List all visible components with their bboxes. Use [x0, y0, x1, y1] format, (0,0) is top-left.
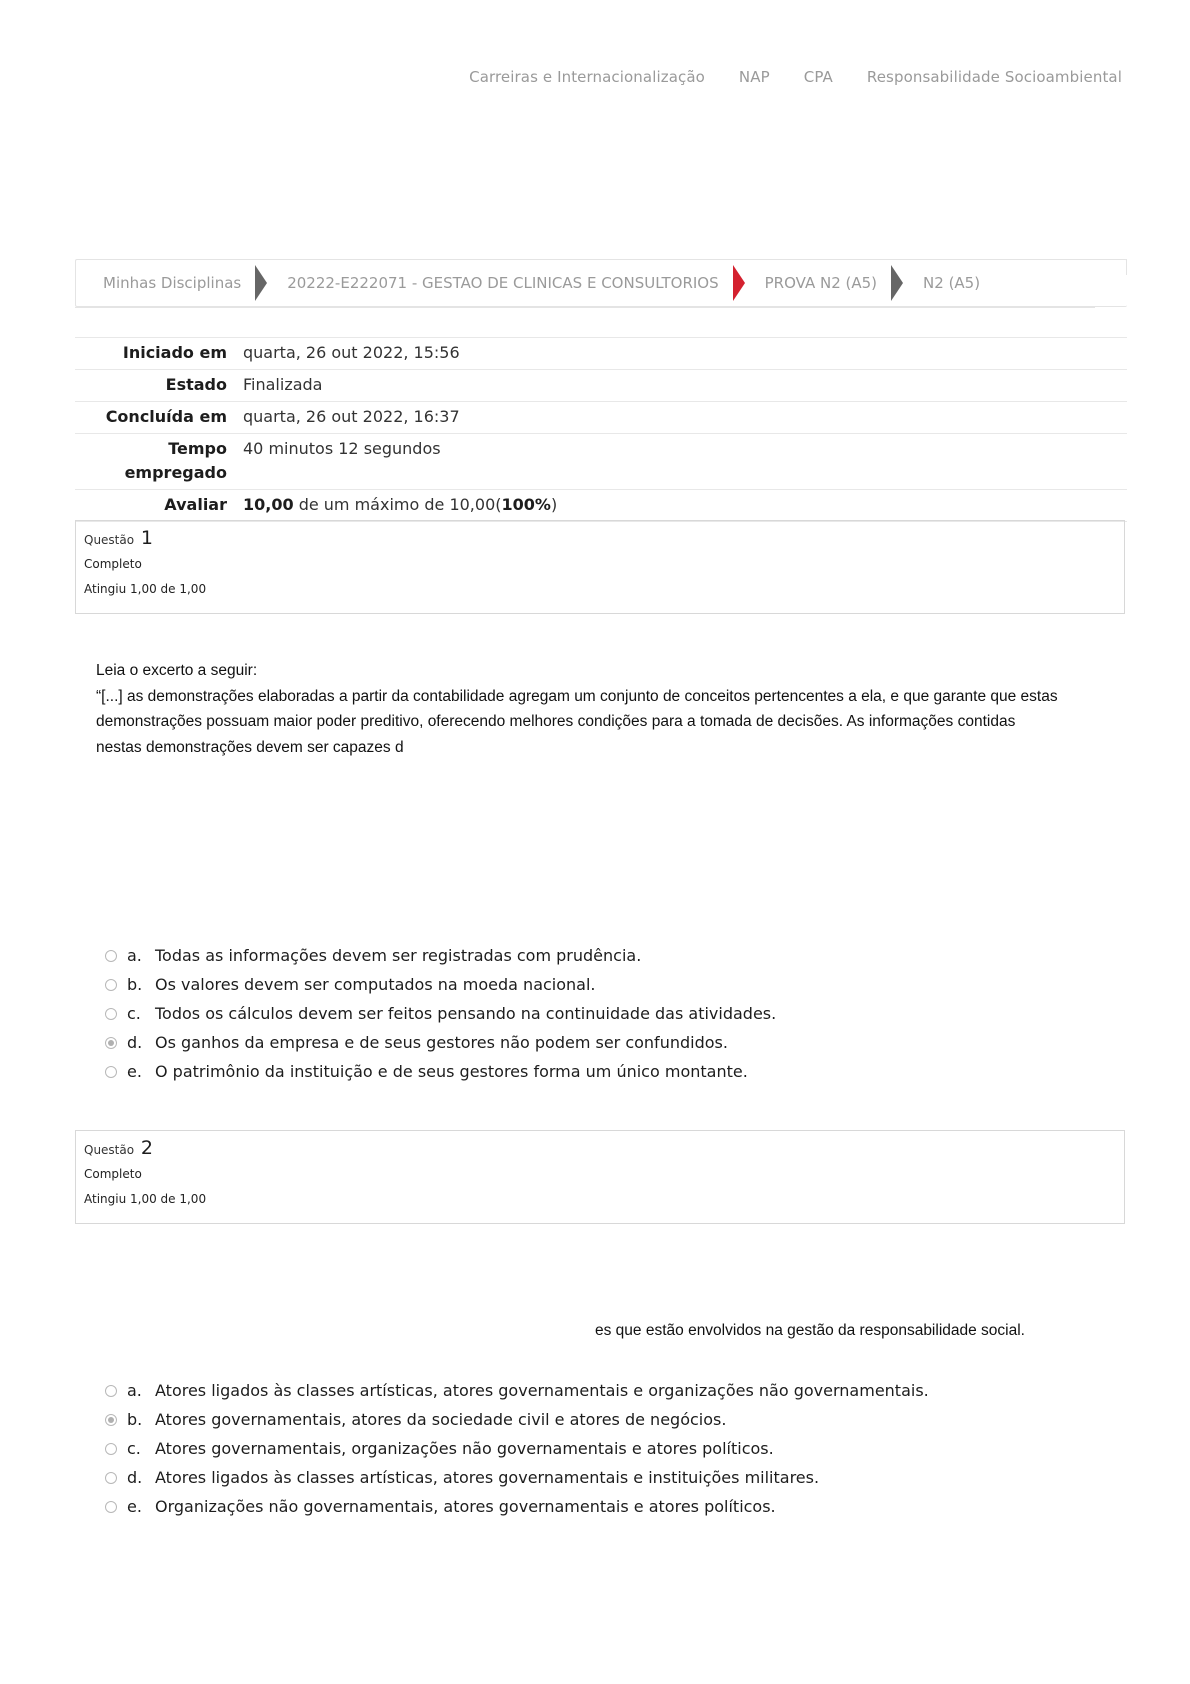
summary-label: Avaliar	[75, 490, 243, 522]
breadcrumb-prova[interactable]: PROVA N2 (A5)	[764, 274, 878, 292]
summary-label: Concluída em	[75, 402, 243, 434]
question-number-value: 2	[140, 1137, 154, 1159]
question-mark: Atingiu 1,00 de 1,00	[84, 1192, 207, 1206]
attempt-summary-table	[75, 337, 1127, 522]
answer-letter: b.	[127, 975, 143, 994]
answer-letter: c.	[127, 1004, 141, 1023]
nav-nap[interactable]: NAP	[738, 68, 770, 86]
answer-option-e[interactable]	[105, 1492, 929, 1521]
breadcrumb-separator-icon	[255, 265, 267, 301]
question-status: Completo	[84, 1167, 142, 1181]
answer-text: Atores ligados às classes artísticas, atores governamentais e organizações não governamentais.	[155, 1381, 929, 1400]
answer-letter: d.	[127, 1468, 143, 1487]
radio-button[interactable]	[105, 1066, 117, 1078]
question-mark: Atingiu 1,00 de 1,00	[84, 582, 207, 596]
answer-option-b[interactable]	[105, 1405, 929, 1434]
answer-text: Atores governamentais, atores da sociedade civil e atores de negócios.	[155, 1410, 727, 1429]
nav-cpa[interactable]: CPA	[803, 68, 833, 86]
answer-letter: e.	[127, 1062, 142, 1081]
answer-text: Atores ligados às classes artísticas, atores governamentais e instituições militares.	[155, 1468, 820, 1487]
radio-button[interactable]	[105, 1501, 117, 1513]
answer-option-a[interactable]	[105, 941, 776, 970]
question-status: Completo	[84, 557, 142, 571]
question-text-line: Leia o excerto a seguir:	[96, 662, 258, 679]
answer-text: Todos os cálculos devem ser feitos pensando na continuidade das atividades.	[155, 1004, 777, 1023]
answer-letter: d.	[127, 1033, 143, 1052]
question-2-answers	[105, 1376, 929, 1521]
answer-text: Os ganhos da empresa e de seus gestores não podem ser confundidos.	[155, 1033, 728, 1052]
answer-letter: b.	[127, 1410, 143, 1429]
question-2-text	[595, 1318, 1115, 1344]
question-text-line: nestas demonstrações devem ser capazes d	[96, 738, 404, 756]
grade-score: 10,00	[243, 495, 294, 514]
question-2-info	[75, 1130, 1125, 1224]
breadcrumb	[75, 259, 1127, 307]
question-label: Questão	[84, 1143, 135, 1157]
question-number	[84, 527, 1124, 549]
answer-text: Os valores devem ser computados na moeda nacional.	[155, 975, 596, 994]
summary-value: quarta, 26 out 2022, 15:56	[243, 338, 1127, 370]
question-1-text	[96, 658, 1106, 760]
question-1-info	[75, 520, 1125, 614]
breadcrumb-current[interactable]: N2 (A5)	[923, 274, 981, 292]
breadcrumb-divider	[75, 307, 1095, 308]
answer-text: O patrimônio da instituição e de seus gestores forma um único montante.	[155, 1062, 748, 1081]
answer-option-b[interactable]	[105, 970, 776, 999]
answer-option-a[interactable]	[105, 1376, 929, 1405]
radio-button[interactable]	[105, 979, 117, 991]
breadcrumb-course[interactable]: 20222-E222071 - GESTAO DE CLINICAS E CONSULTORIOS	[287, 274, 719, 292]
breadcrumb-minhas-disciplinas[interactable]: Minhas Disciplinas	[103, 274, 242, 292]
question-1-answers	[105, 941, 776, 1086]
answer-letter: a.	[127, 946, 142, 965]
summary-label: Estado	[75, 370, 243, 402]
summary-value	[243, 490, 1127, 522]
grade-text-end: )	[550, 495, 558, 514]
question-number	[84, 1137, 1124, 1159]
answer-letter: e.	[127, 1497, 142, 1516]
grade-percent: 100%	[501, 495, 551, 514]
summary-label-line: Tempo	[168, 439, 227, 458]
question-label: Questão	[84, 533, 135, 547]
answer-option-c[interactable]	[105, 999, 776, 1028]
top-nav	[435, 68, 1122, 86]
summary-label-line: empregado	[124, 463, 227, 482]
radio-button[interactable]	[105, 1385, 117, 1397]
grade-text: de um máximo de 10,00(	[293, 495, 502, 514]
radio-button[interactable]	[105, 1472, 117, 1484]
summary-label	[75, 434, 243, 490]
summary-value: 40 minutos 12 segundos	[243, 434, 1127, 490]
radio-button[interactable]	[105, 1008, 117, 1020]
radio-button[interactable]	[105, 950, 117, 962]
answer-text: Todas as informações devem ser registradas com prudência.	[155, 946, 642, 965]
breadcrumb-separator-icon	[891, 265, 903, 301]
answer-letter: c.	[127, 1439, 141, 1458]
question-number-value: 1	[140, 527, 154, 549]
summary-row-started	[75, 338, 1127, 370]
answer-letter: a.	[127, 1381, 142, 1400]
answer-text: Atores governamentais, organizações não governamentais e atores políticos.	[155, 1439, 774, 1458]
question-text-line: demonstrações possuam maior poder preditivo, oferecendo melhores condições para a tomada de decisões. As informações contidas	[96, 713, 1016, 730]
question-text-line: es que estão envolvidos na gestão da responsabilidade social.	[595, 1322, 1025, 1339]
answer-option-d[interactable]	[105, 1028, 776, 1057]
summary-row-grade	[75, 490, 1127, 522]
answer-option-c[interactable]	[105, 1434, 929, 1463]
summary-value: Finalizada	[243, 370, 1127, 402]
answer-text: Organizações não governamentais, atores governamentais e atores políticos.	[155, 1497, 776, 1516]
answer-option-e[interactable]	[105, 1057, 776, 1086]
radio-button-selected[interactable]	[105, 1414, 117, 1426]
radio-button-selected[interactable]	[105, 1037, 117, 1049]
question-text-line: “[...] as demonstrações elaboradas a partir da contabilidade agregam um conjunto de conceitos pertencentes a ela, e que garante que estas	[96, 687, 1058, 705]
summary-row-time	[75, 434, 1127, 490]
nav-responsabilidade[interactable]: Responsabilidade Socioambiental	[866, 68, 1122, 86]
summary-label: Iniciado em	[75, 338, 243, 370]
summary-row-state	[75, 370, 1127, 402]
nav-carreiras[interactable]: Carreiras e Internacionalização	[469, 68, 705, 86]
breadcrumb-separator-icon	[733, 265, 745, 301]
summary-row-completed	[75, 402, 1127, 434]
answer-option-d[interactable]	[105, 1463, 929, 1492]
radio-button[interactable]	[105, 1443, 117, 1455]
summary-value: quarta, 26 out 2022, 16:37	[243, 402, 1127, 434]
